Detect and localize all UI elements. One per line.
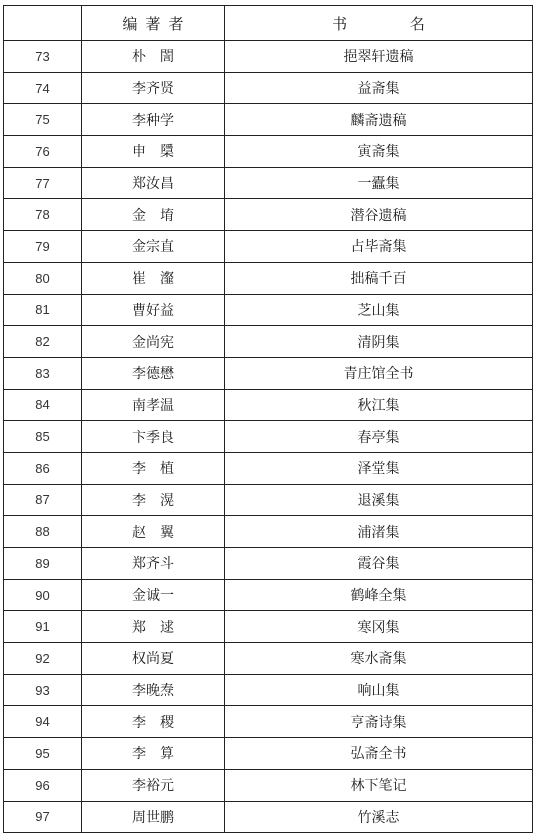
table-row <box>4 516 533 548</box>
table-row <box>4 262 533 294</box>
row-number: 86 <box>4 452 82 484</box>
table-row <box>4 738 533 770</box>
header-author: 编著者 <box>82 6 225 41</box>
table-row <box>4 611 533 643</box>
book-table <box>3 5 533 833</box>
row-author: 崔 瀣 <box>82 262 225 294</box>
row-title: 鹤峰全集 <box>225 579 533 611</box>
row-number: 78 <box>4 199 82 231</box>
row-title: 青庄馆全书 <box>225 357 533 389</box>
row-number: 76 <box>4 136 82 168</box>
row-number: 95 <box>4 738 82 770</box>
row-number: 73 <box>4 41 82 73</box>
header-no <box>4 6 82 41</box>
row-author: 李齐贤 <box>82 72 225 104</box>
row-number: 83 <box>4 357 82 389</box>
table-row <box>4 801 533 833</box>
row-number: 84 <box>4 389 82 421</box>
row-number: 93 <box>4 674 82 706</box>
row-title: 泽堂集 <box>225 452 533 484</box>
row-title: 霞谷集 <box>225 548 533 580</box>
row-author: 申 檃 <box>82 136 225 168</box>
row-author: 周世鹏 <box>82 801 225 833</box>
row-author: 权尚夏 <box>82 643 225 675</box>
row-author: 赵 翼 <box>82 516 225 548</box>
row-author: 李 滉 <box>82 484 225 516</box>
row-author: 李 植 <box>82 452 225 484</box>
row-number: 81 <box>4 294 82 326</box>
row-author: 曹好益 <box>82 294 225 326</box>
row-number: 89 <box>4 548 82 580</box>
row-title: 益斋集 <box>225 72 533 104</box>
row-title: 林下笔记 <box>225 769 533 801</box>
table-row <box>4 579 533 611</box>
row-number: 85 <box>4 421 82 453</box>
row-author: 郑 逑 <box>82 611 225 643</box>
row-author: 朴 誾 <box>82 41 225 73</box>
table-row <box>4 452 533 484</box>
row-title: 挹翠轩遗稿 <box>225 41 533 73</box>
table-row <box>4 548 533 580</box>
table-row <box>4 72 533 104</box>
row-title: 清阴集 <box>225 326 533 358</box>
row-title: 麟斋遗稿 <box>225 104 533 136</box>
row-author: 郑齐斗 <box>82 548 225 580</box>
row-title: 响山集 <box>225 674 533 706</box>
row-title: 弘斋全书 <box>225 738 533 770</box>
table-row <box>4 104 533 136</box>
row-number: 92 <box>4 643 82 675</box>
row-title: 寅斋集 <box>225 136 533 168</box>
row-title: 寒冈集 <box>225 611 533 643</box>
table-row <box>4 199 533 231</box>
row-title: 寒水斋集 <box>225 643 533 675</box>
row-number: 94 <box>4 706 82 738</box>
row-title: 退溪集 <box>225 484 533 516</box>
table-body <box>4 41 533 833</box>
row-number: 74 <box>4 72 82 104</box>
row-title: 芝山集 <box>225 294 533 326</box>
row-number: 80 <box>4 262 82 294</box>
table-row <box>4 484 533 516</box>
header-title: 书 名 <box>225 6 533 41</box>
table-row <box>4 643 533 675</box>
row-author: 李 算 <box>82 738 225 770</box>
header-row <box>4 6 533 41</box>
row-number: 87 <box>4 484 82 516</box>
row-title: 亨斋诗集 <box>225 706 533 738</box>
row-author: 卞季良 <box>82 421 225 453</box>
row-author: 郑汝昌 <box>82 167 225 199</box>
row-number: 79 <box>4 231 82 263</box>
row-author: 金诚一 <box>82 579 225 611</box>
table-row <box>4 231 533 263</box>
table-row <box>4 706 533 738</box>
row-author: 南孝温 <box>82 389 225 421</box>
row-author: 金宗直 <box>82 231 225 263</box>
row-author: 李德懋 <box>82 357 225 389</box>
row-author: 金尚宪 <box>82 326 225 358</box>
table-row <box>4 674 533 706</box>
table-row <box>4 389 533 421</box>
table-header <box>4 6 533 41</box>
row-number: 90 <box>4 579 82 611</box>
row-author: 李 稷 <box>82 706 225 738</box>
table-row <box>4 769 533 801</box>
row-title: 竹溪志 <box>225 801 533 833</box>
row-title: 一蠹集 <box>225 167 533 199</box>
row-number: 77 <box>4 167 82 199</box>
table-row <box>4 326 533 358</box>
row-title: 春亭集 <box>225 421 533 453</box>
table-row <box>4 136 533 168</box>
row-number: 91 <box>4 611 82 643</box>
row-title: 拙稿千百 <box>225 262 533 294</box>
row-author: 李晚焘 <box>82 674 225 706</box>
row-number: 96 <box>4 769 82 801</box>
row-title: 潜谷遗稿 <box>225 199 533 231</box>
row-title: 浦渚集 <box>225 516 533 548</box>
row-author: 李裕元 <box>82 769 225 801</box>
row-author: 金 堉 <box>82 199 225 231</box>
row-number: 75 <box>4 104 82 136</box>
row-title: 秋江集 <box>225 389 533 421</box>
row-number: 82 <box>4 326 82 358</box>
table-row <box>4 357 533 389</box>
table-row <box>4 41 533 73</box>
table-row <box>4 421 533 453</box>
table-row <box>4 167 533 199</box>
row-number: 97 <box>4 801 82 833</box>
table-row <box>4 294 533 326</box>
row-title: 占毕斋集 <box>225 231 533 263</box>
row-author: 李种学 <box>82 104 225 136</box>
document-page <box>3 5 532 833</box>
row-number: 88 <box>4 516 82 548</box>
